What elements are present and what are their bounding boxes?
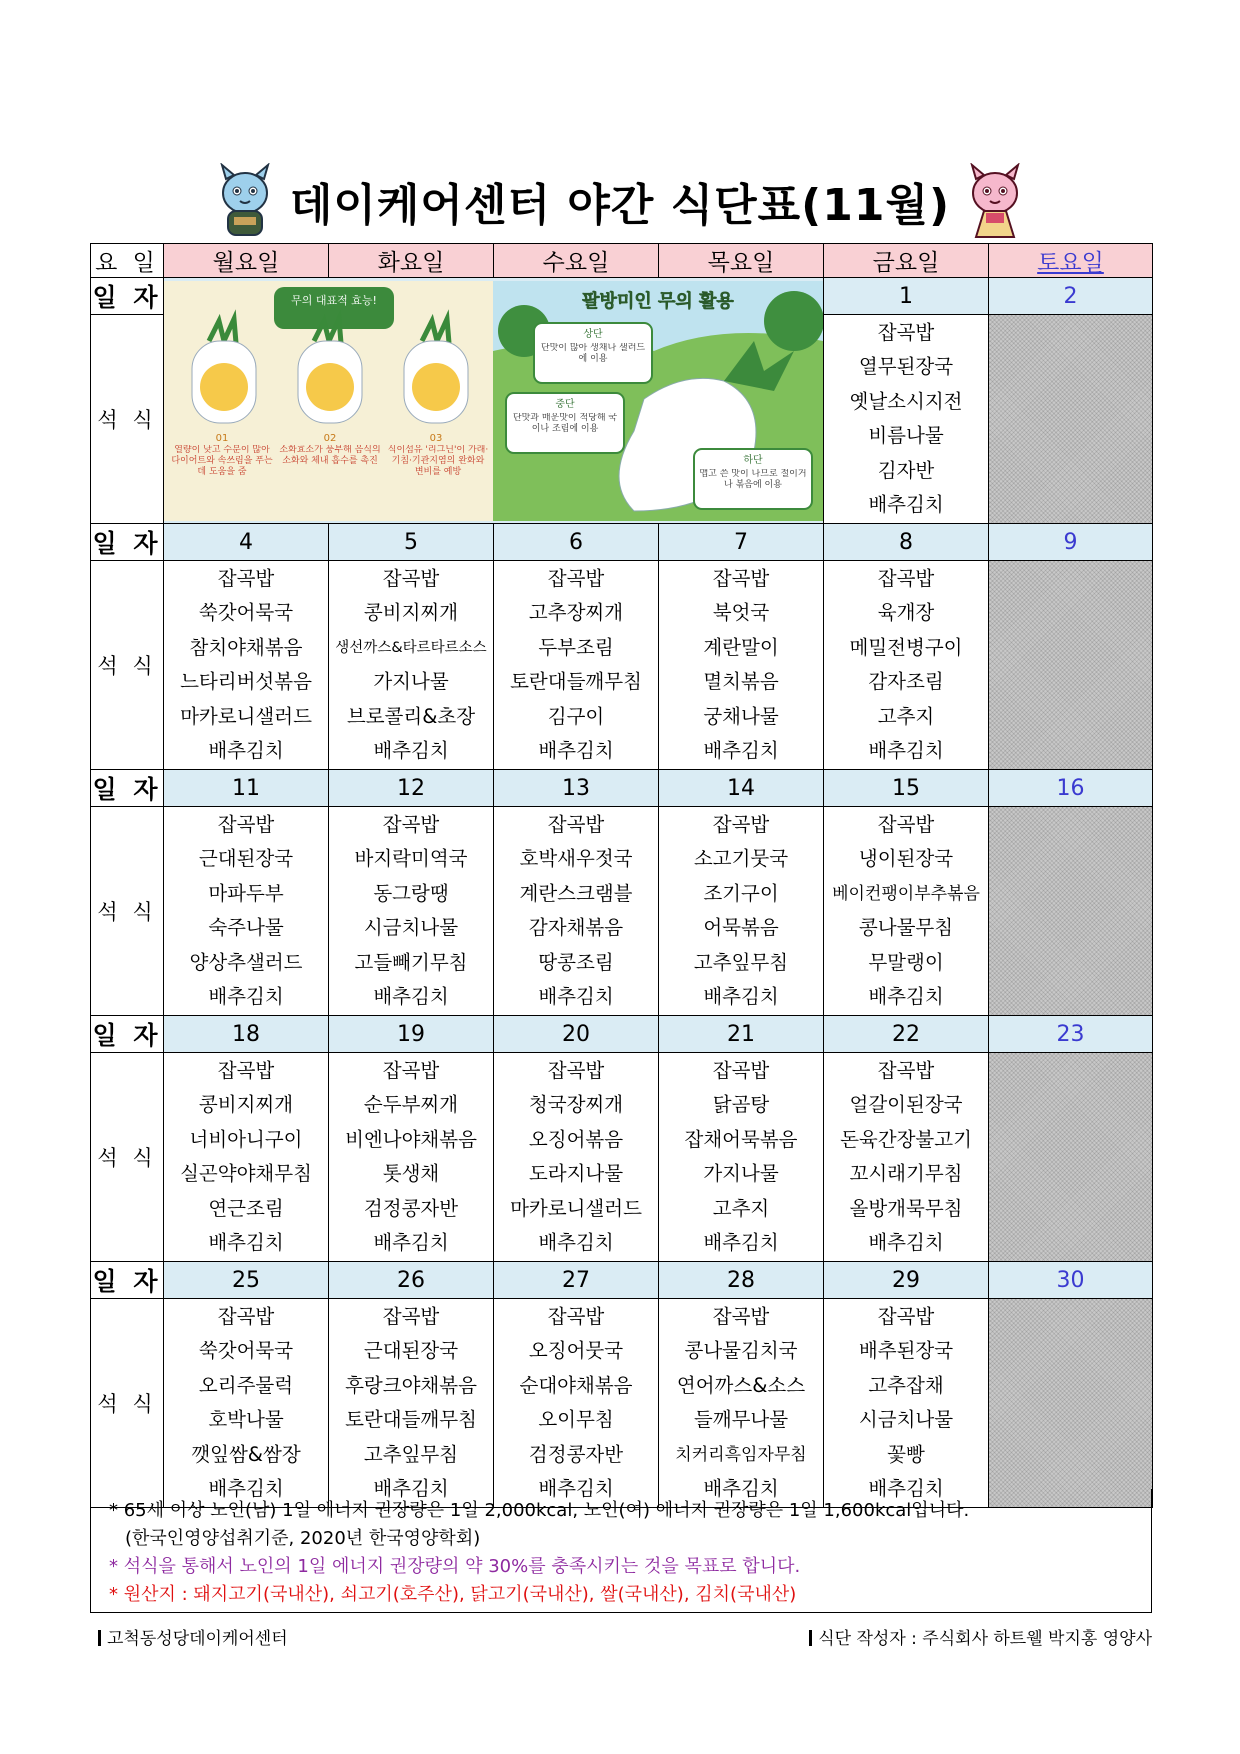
infographic-left-heading: 무의 대표적 효능! bbox=[291, 293, 377, 307]
dish: 양상추샐러드 bbox=[189, 950, 303, 974]
dish: 잡곡밥 bbox=[382, 1058, 440, 1082]
dish: 검정콩자반 bbox=[528, 1442, 624, 1466]
dish: 김자반 bbox=[877, 458, 935, 482]
dish: 잡곡밥 bbox=[877, 812, 935, 836]
dish: 배추김치 bbox=[703, 1477, 779, 1500]
menu-cell bbox=[494, 1053, 659, 1262]
dish: 메밀전병구이 bbox=[849, 635, 963, 659]
dish: 배추김치 bbox=[868, 1231, 944, 1254]
dish: 무말랭이 bbox=[868, 950, 944, 974]
meal-row-week4 bbox=[91, 1053, 1153, 1262]
dish: 고추지 bbox=[877, 704, 935, 728]
dish: 잡곡밥 bbox=[382, 1304, 440, 1328]
radish-part-top: 상단 단맛이 많아 생채나 샐러드에 이용 bbox=[534, 323, 652, 383]
menu-cell bbox=[494, 807, 659, 1016]
menu-cell bbox=[824, 807, 989, 1016]
note-source: (한국인영양섭취기준, 2020년 한국영양학회) bbox=[125, 1528, 481, 1549]
date-cell: 8 bbox=[824, 524, 989, 561]
date-cell: 5 bbox=[329, 524, 494, 561]
menu-cell bbox=[164, 561, 329, 770]
notes-box bbox=[90, 1489, 1152, 1613]
dish: 열무된장국 bbox=[858, 355, 954, 378]
dish: 실곤약야채무침 bbox=[180, 1162, 312, 1185]
dish: 호박새우젓국 bbox=[519, 847, 633, 870]
dish: 육개장 bbox=[877, 601, 935, 624]
dish: 콩비지찌개 bbox=[363, 601, 459, 624]
dish: 돈육간장불고기 bbox=[840, 1127, 972, 1151]
menu-cell bbox=[659, 561, 824, 770]
dish: 냉이된장국 bbox=[858, 847, 954, 870]
saturday-empty-cell bbox=[989, 807, 1153, 1016]
dish: 배추김치 bbox=[538, 985, 614, 1008]
meal-label: 석 식 bbox=[91, 1299, 164, 1508]
dish: 가지나물 bbox=[703, 1162, 779, 1185]
dish: 고들빼기무침 bbox=[354, 950, 468, 974]
dish: 콩나물김치국 bbox=[684, 1339, 798, 1362]
infographic-left-text-2: 소화효소가 풍부해 음식의 소화와 체내 흡수를 촉진 bbox=[279, 444, 381, 466]
date-cell: 18 bbox=[164, 1016, 329, 1053]
left-mascot-icon bbox=[214, 163, 276, 239]
dish: 잡곡밥 bbox=[217, 1058, 275, 1082]
dish: 연근조림 bbox=[208, 1196, 284, 1220]
menu-cell bbox=[164, 1053, 329, 1262]
dish: 잡곡밥 bbox=[877, 566, 935, 590]
date-row-week5 bbox=[91, 1262, 1153, 1299]
menu-cell bbox=[824, 1053, 989, 1262]
dish: 검정콩자반 bbox=[363, 1196, 459, 1220]
dish: 잡곡밥 bbox=[712, 1304, 770, 1328]
dish: 배추김치 bbox=[538, 739, 614, 762]
dish: 올방개묵무침 bbox=[849, 1196, 963, 1220]
svg-text:03: 03 bbox=[429, 432, 443, 444]
dish: 토란대들깨무침 bbox=[345, 1408, 477, 1431]
dish: 들깨무나물 bbox=[693, 1408, 789, 1431]
dish: 잡곡밥 bbox=[217, 566, 275, 590]
dish: 콩비지찌개 bbox=[198, 1093, 294, 1116]
dish: 잡곡밥 bbox=[712, 566, 770, 590]
dish: 배추김치 bbox=[208, 985, 284, 1008]
dish: 배추김치 bbox=[538, 1231, 614, 1254]
dish: 깻잎쌈&쌈장 bbox=[191, 1442, 301, 1466]
dish: 배추김치 bbox=[373, 985, 449, 1008]
dish: 잡곡밥 bbox=[547, 1304, 605, 1328]
menu-cell bbox=[164, 807, 329, 1016]
dish: 잡곡밥 bbox=[382, 566, 440, 590]
dish: 오징어뭇국 bbox=[528, 1339, 624, 1362]
dish: 잡채어묵볶음 bbox=[684, 1127, 798, 1151]
dish: 잡곡밥 bbox=[547, 566, 605, 590]
dish: 배추김치 bbox=[703, 985, 779, 1008]
header-fri: 금요일 bbox=[824, 244, 989, 278]
meal-label: 석 식 bbox=[91, 561, 164, 770]
dish: 생선까스&타르타르소스 bbox=[335, 639, 487, 656]
saturday-empty-cell bbox=[989, 315, 1153, 524]
dish: 궁채나물 bbox=[703, 704, 779, 728]
dish: 호박나물 bbox=[208, 1408, 284, 1431]
dish: 조기구이 bbox=[703, 881, 779, 905]
svg-text:02: 02 bbox=[323, 432, 337, 444]
dish: 잡곡밥 bbox=[877, 1058, 935, 1082]
dish: 땅콩조림 bbox=[538, 950, 614, 974]
dish: 마카로니샐러드 bbox=[180, 704, 312, 728]
header-wed: 수요일 bbox=[494, 244, 659, 278]
dish: 후랑크야채볶음 bbox=[345, 1373, 477, 1397]
menu-cell bbox=[659, 807, 824, 1016]
saturday-empty-cell bbox=[989, 561, 1153, 770]
header-mon: 월요일 bbox=[164, 244, 329, 278]
dish: 잡곡밥 bbox=[877, 1304, 935, 1328]
dish: 콩나물무침 bbox=[858, 916, 954, 939]
dish: 순두부찌개 bbox=[363, 1093, 459, 1116]
date-label: 일 자 bbox=[91, 278, 164, 315]
footer-bar-icon bbox=[98, 1630, 101, 1646]
dish: 배추김치 bbox=[208, 1477, 284, 1500]
dish: 숙주나물 bbox=[208, 916, 284, 939]
dish: 오징어볶음 bbox=[528, 1127, 624, 1151]
dish: 닭곰탕 bbox=[712, 1093, 770, 1116]
dish: 베이컨팽이부추볶음 bbox=[832, 883, 980, 904]
dish: 배추김치 bbox=[703, 739, 779, 762]
dish: 고추장찌개 bbox=[528, 601, 624, 624]
note-goal: * 석식을 통해서 노인의 1일 에너지 권장량의 약 30%를 충족시키는 것을 목표로 합니다. bbox=[109, 1556, 801, 1577]
header-tue: 화요일 bbox=[329, 244, 494, 278]
dish: 쑥갓어묵국 bbox=[198, 1339, 294, 1362]
footer-author: 식단 작성자 : 주식회사 하트웰 박지홍 영양사 bbox=[809, 1624, 1152, 1649]
dish: 멸치볶음 bbox=[703, 670, 779, 693]
menu-cell bbox=[659, 1053, 824, 1262]
menu-cell bbox=[494, 561, 659, 770]
right-mascot-icon bbox=[964, 163, 1026, 239]
dish: 배추김치 bbox=[373, 1477, 449, 1500]
dish: 고추지 bbox=[712, 1196, 770, 1220]
dish: 가지나물 bbox=[373, 670, 449, 693]
footer-center-name: 고척동성당데이케어센터 bbox=[98, 1624, 288, 1649]
dish: 너비아니구이 bbox=[189, 1127, 303, 1151]
footer-bar-icon bbox=[809, 1630, 812, 1646]
dish: 잡곡밥 bbox=[217, 812, 275, 836]
dish: 순대야채볶음 bbox=[519, 1373, 633, 1397]
dish: 소고기뭇국 bbox=[693, 847, 789, 870]
date-cell: 22 bbox=[824, 1016, 989, 1053]
dish: 비름나물 bbox=[868, 424, 944, 447]
dish: 감자채볶음 bbox=[528, 916, 624, 939]
dish: 배추된장국 bbox=[858, 1339, 954, 1362]
date-cell: 29 bbox=[824, 1262, 989, 1299]
title-area bbox=[0, 162, 1240, 240]
dish: 마파두부 bbox=[208, 881, 284, 905]
date-cell: 11 bbox=[164, 770, 329, 807]
header-sat[interactable]: 토요일 bbox=[989, 244, 1153, 278]
dish: 배추김치 bbox=[868, 493, 944, 516]
date-cell: 26 bbox=[329, 1262, 494, 1299]
date-cell: 20 bbox=[494, 1016, 659, 1053]
dish: 쑥갓어묵국 bbox=[198, 601, 294, 624]
dish: 치커리흑임자무침 bbox=[675, 1444, 807, 1465]
date-cell: 12 bbox=[329, 770, 494, 807]
date-label: 일 자 bbox=[91, 1016, 164, 1053]
menu-cell bbox=[824, 561, 989, 770]
menu-cell bbox=[824, 1299, 989, 1508]
dish: 시금치나물 bbox=[363, 916, 459, 939]
date-cell: 4 bbox=[164, 524, 329, 561]
date-cell: 25 bbox=[164, 1262, 329, 1299]
date-row-week3 bbox=[91, 770, 1153, 807]
dish: 잡곡밥 bbox=[217, 1304, 275, 1328]
dish: 배추김치 bbox=[538, 1477, 614, 1500]
dish: 배추김치 bbox=[868, 739, 944, 762]
date-row-week4 bbox=[91, 1016, 1153, 1053]
dish: 김구이 bbox=[547, 704, 605, 728]
dish: 배추김치 bbox=[373, 1231, 449, 1254]
date-cell-sat: 9 bbox=[989, 524, 1153, 561]
date-row-week1 bbox=[91, 278, 1153, 315]
dish: 느타리버섯볶음 bbox=[180, 670, 312, 693]
date-cell: 1 bbox=[824, 278, 989, 315]
dish: 참치야채볶음 bbox=[189, 635, 303, 659]
date-row-week2 bbox=[91, 524, 1153, 561]
date-cell: 7 bbox=[659, 524, 824, 561]
date-cell-sat: 2 bbox=[989, 278, 1153, 315]
date-cell: 19 bbox=[329, 1016, 494, 1053]
svg-text:중단: 중단 bbox=[555, 398, 575, 410]
dish: 고추잎무침 bbox=[363, 1442, 459, 1466]
dish: 잡곡밥 bbox=[712, 812, 770, 836]
note-energy: * 65세 이상 노인(남) 1일 에너지 권장량은 1일 2,000kcal, 노인(여) 에너지 권장량은 1일 1,600kcal입니다. bbox=[109, 1500, 970, 1521]
dish: 고추잎무침 bbox=[693, 950, 789, 974]
dish: 감자조림 bbox=[868, 670, 944, 693]
infographic-left-text-1: 열량이 낮고 수분이 많아 다이어트와 속쓰림을 푸는 데 도움을 줌 bbox=[171, 444, 273, 477]
date-cell: 27 bbox=[494, 1262, 659, 1299]
date-cell: 21 bbox=[659, 1016, 824, 1053]
dish: 청국장찌개 bbox=[528, 1093, 624, 1116]
dish: 비엔나야채볶음 bbox=[345, 1127, 477, 1151]
dish: 마카로니샐러드 bbox=[510, 1196, 642, 1220]
date-label: 일 자 bbox=[91, 524, 164, 561]
weekday-header-row bbox=[91, 244, 1153, 278]
date-label: 일 자 bbox=[91, 1262, 164, 1299]
dish: 오이무침 bbox=[538, 1408, 614, 1431]
dish: 시금치나물 bbox=[858, 1408, 954, 1431]
menu-cell bbox=[329, 561, 494, 770]
dish: 북엇국 bbox=[712, 601, 770, 624]
dish: 근대된장국 bbox=[198, 847, 294, 870]
dish: 연어까스&소스 bbox=[676, 1373, 806, 1397]
dish: 고추잡채 bbox=[868, 1373, 944, 1397]
date-cell: 15 bbox=[824, 770, 989, 807]
infographic-right-heading: 팔방미인 무의 활용 bbox=[582, 290, 734, 312]
meal-row-week3 bbox=[91, 807, 1153, 1016]
dish: 배추김치 bbox=[208, 739, 284, 762]
dish: 잡곡밥 bbox=[547, 1058, 605, 1082]
svg-text:하단: 하단 bbox=[743, 454, 763, 466]
date-cell: 13 bbox=[494, 770, 659, 807]
radish-infographic-image bbox=[164, 281, 823, 521]
page-title: 데이케어센터 야간 식단표(11월) bbox=[289, 180, 951, 231]
date-cell: 28 bbox=[659, 1262, 824, 1299]
menu-cell bbox=[659, 1299, 824, 1508]
menu-cell bbox=[329, 1053, 494, 1262]
dish: 잡곡밥 bbox=[547, 812, 605, 836]
dish: 브로콜리&초장 bbox=[346, 704, 476, 728]
dish: 꼬시래기무침 bbox=[849, 1162, 963, 1185]
meal-table bbox=[90, 243, 1153, 1508]
dish: 오리주물럭 bbox=[198, 1373, 294, 1397]
infographic-left-text-3: 식이섬유 '리그닌'이 가래·기침·기관지염의 완화와 변비를 예방 bbox=[387, 444, 489, 477]
svg-text:상단: 상단 bbox=[583, 328, 603, 340]
date-cell: 6 bbox=[494, 524, 659, 561]
menu-cell bbox=[329, 1299, 494, 1508]
radish-part-middle: 중단 단맛과 매운맛이 적당해 국이나 조림에 이용 bbox=[506, 393, 624, 453]
dish: 도라지나물 bbox=[528, 1162, 624, 1185]
meal-label: 석 식 bbox=[91, 315, 164, 524]
date-label: 일 자 bbox=[91, 770, 164, 807]
dish: 배추김치 bbox=[868, 985, 944, 1008]
menu-cell bbox=[494, 1299, 659, 1508]
dish: 바지락미역국 bbox=[354, 847, 468, 870]
dish: 두부조림 bbox=[538, 635, 614, 659]
menu-cell bbox=[164, 1299, 329, 1508]
meal-row-week2 bbox=[91, 561, 1153, 770]
note-origin: * 원산지 : 돼지고기(국내산), 쇠고기(호주산), 닭고기(국내산), 쌀(국내산), 김치(국내산) bbox=[109, 1584, 797, 1605]
dish: 토란대들깨무침 bbox=[510, 670, 642, 693]
dish: 꽃빵 bbox=[887, 1442, 925, 1466]
saturday-empty-cell bbox=[989, 1053, 1153, 1262]
saturday-empty-cell bbox=[989, 1299, 1153, 1508]
radish-infographic bbox=[164, 278, 824, 524]
meal-label: 석 식 bbox=[91, 807, 164, 1016]
dish: 배추김치 bbox=[703, 1231, 779, 1254]
dish: 잡곡밥 bbox=[712, 1058, 770, 1082]
dish: 어묵볶음 bbox=[703, 916, 779, 939]
menu-cell bbox=[824, 315, 989, 524]
weekday-label: 요 일 bbox=[91, 244, 164, 278]
dish: 옛날소시지전 bbox=[849, 389, 963, 413]
dish: 계란스크램블 bbox=[519, 881, 633, 905]
date-cell-sat: 30 bbox=[989, 1262, 1153, 1299]
dish: 계란말이 bbox=[703, 635, 779, 659]
dish: 근대된장국 bbox=[363, 1339, 459, 1362]
menu-cell bbox=[329, 807, 494, 1016]
svg-text:01: 01 bbox=[215, 432, 229, 444]
date-cell-sat: 23 bbox=[989, 1016, 1153, 1053]
dish: 잡곡밥 bbox=[382, 812, 440, 836]
date-cell: 14 bbox=[659, 770, 824, 807]
dish: 배추김치 bbox=[373, 739, 449, 762]
header-thu: 목요일 bbox=[659, 244, 824, 278]
date-cell-sat: 16 bbox=[989, 770, 1153, 807]
dish: 톳생채 bbox=[382, 1162, 440, 1185]
dish: 얼갈이된장국 bbox=[849, 1093, 963, 1116]
radish-part-bottom: 하단 맵고 쓴 맛이 나므로 절이거나 볶음에 이용 bbox=[694, 449, 812, 509]
dish: 배추김치 bbox=[868, 1477, 944, 1500]
meal-label: 석 식 bbox=[91, 1053, 164, 1262]
dish: 동그랑땡 bbox=[373, 881, 449, 905]
meal-row-week5 bbox=[91, 1299, 1153, 1508]
dish: 잡곡밥 bbox=[877, 320, 935, 344]
dish: 배추김치 bbox=[208, 1231, 284, 1254]
